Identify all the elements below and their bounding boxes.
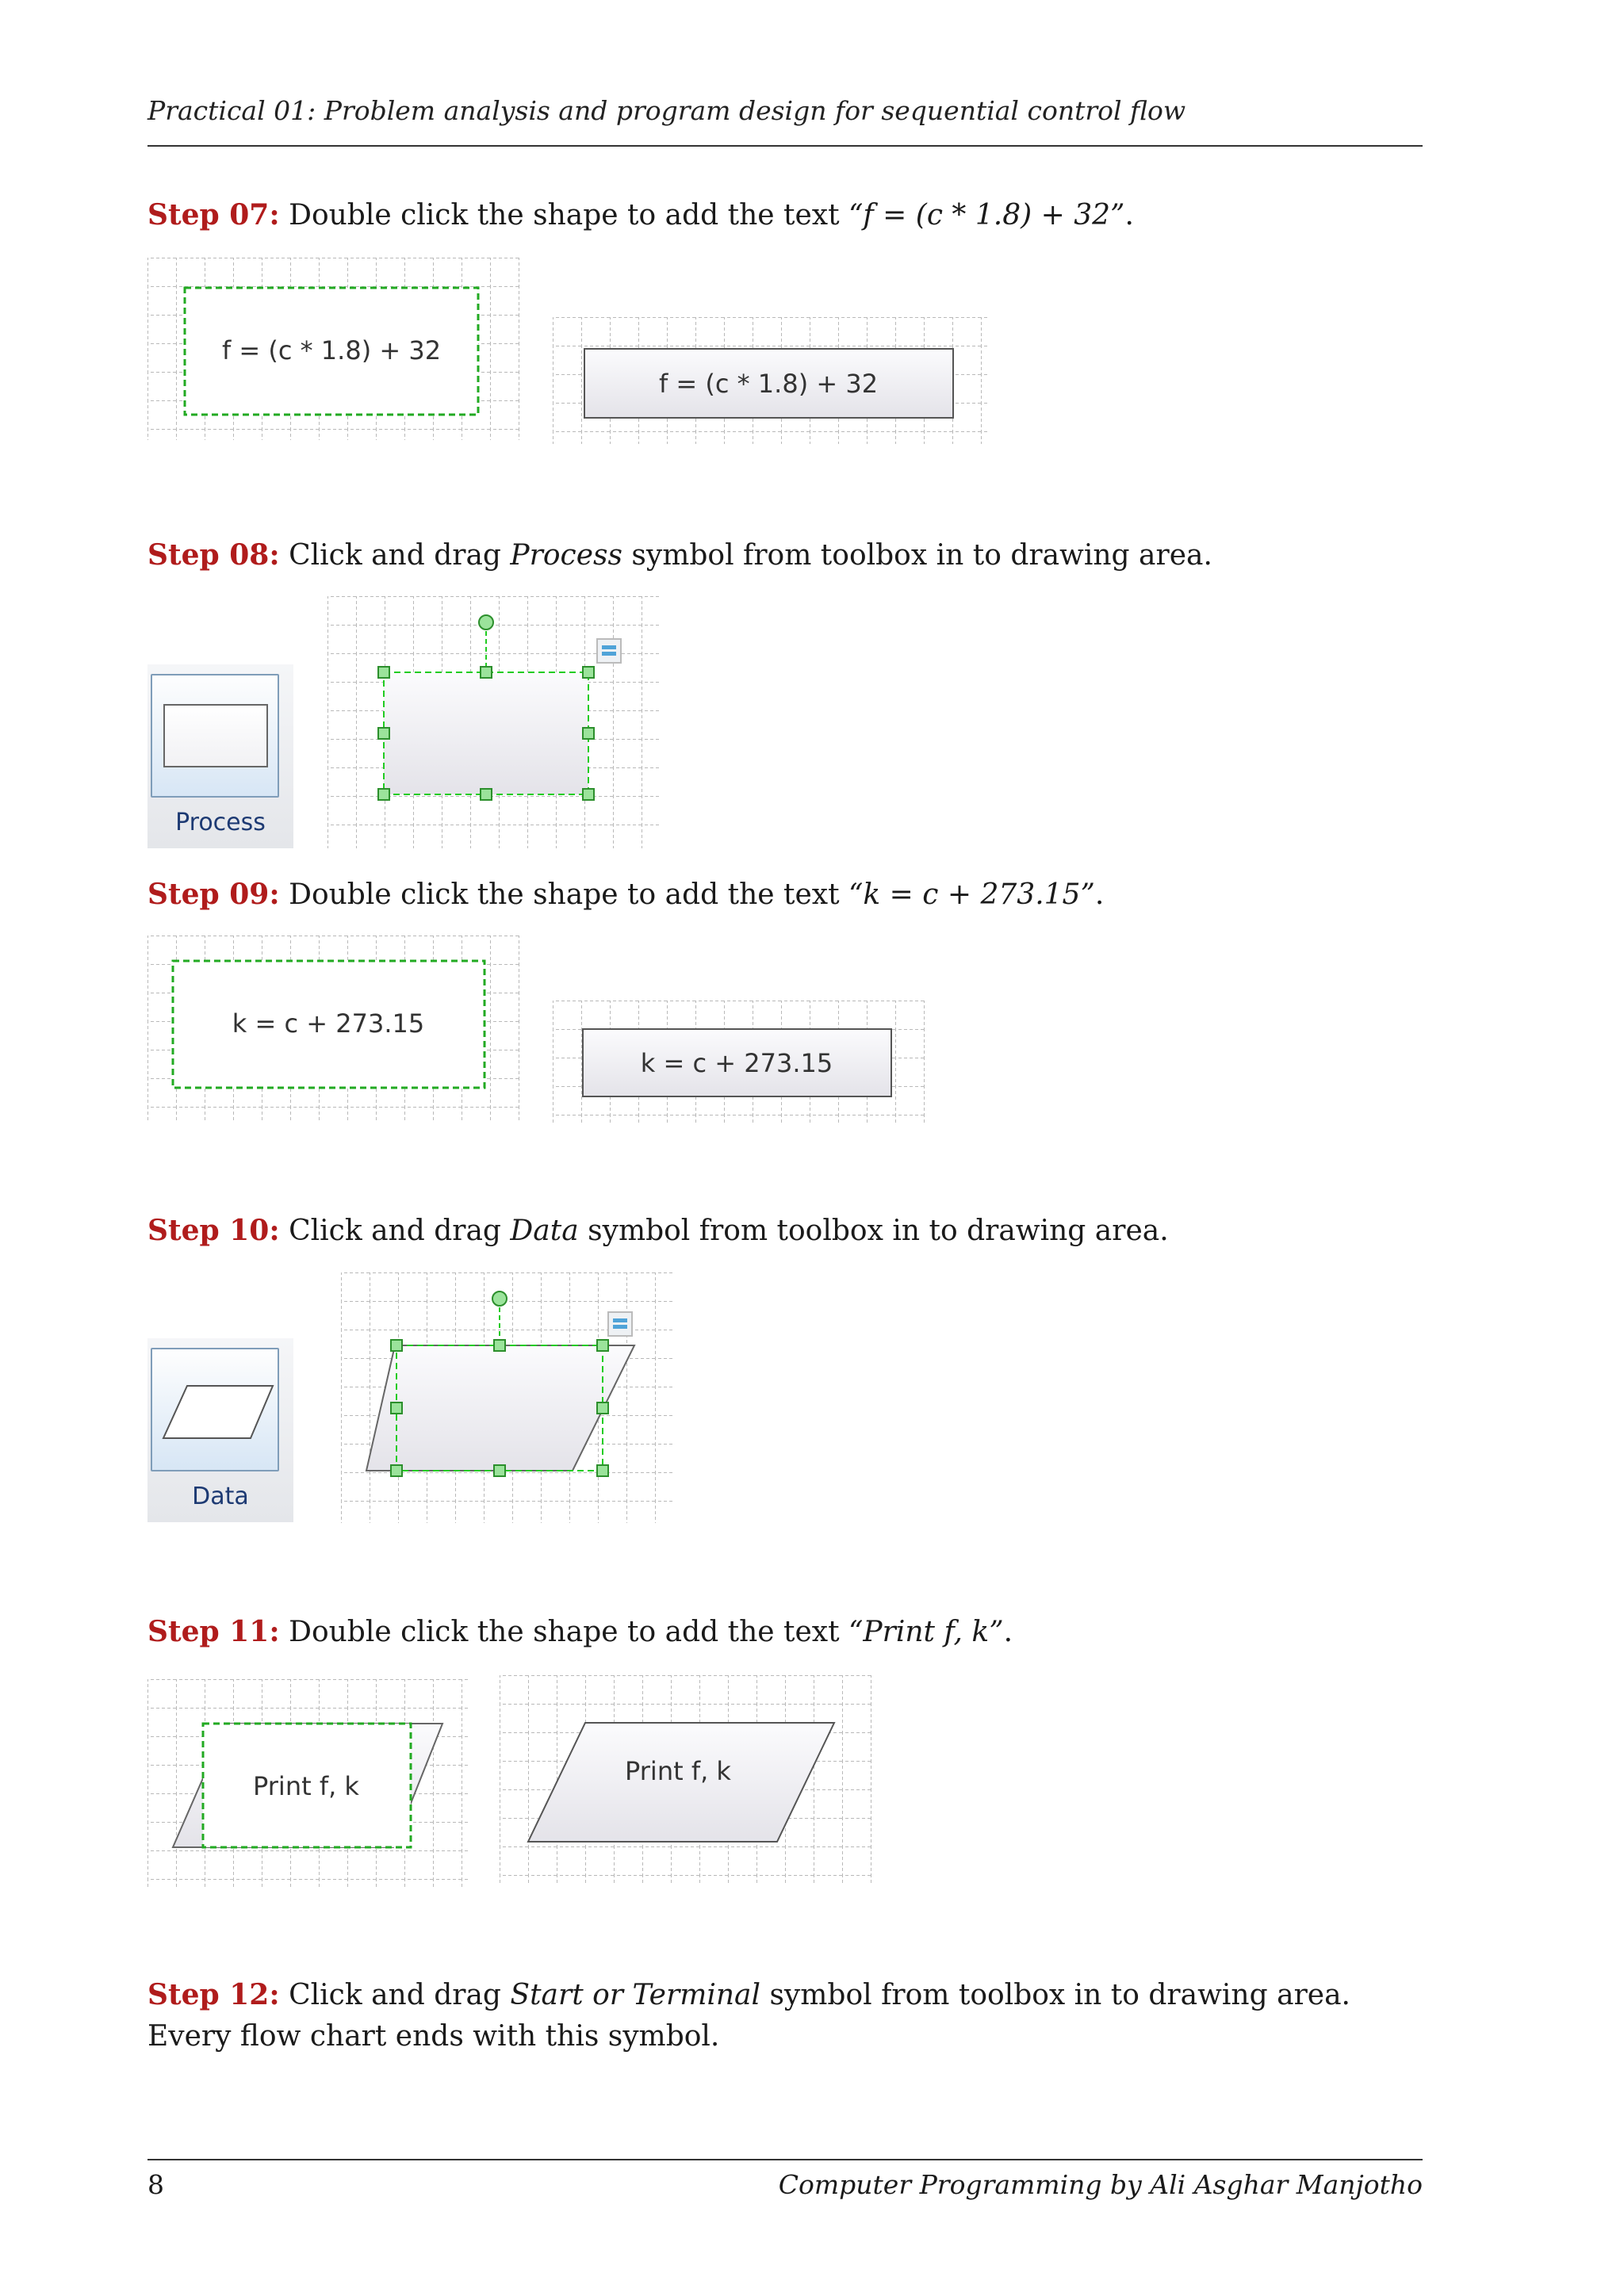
- step-07-editing-shape-figure: [147, 258, 520, 440]
- step-07-quote: “f = (c * 1.8) + 32”: [848, 199, 1125, 232]
- step-10-label: Step 10:: [147, 1214, 280, 1247]
- process-shape-new[interactable]: [384, 672, 588, 794]
- print-edit-text: Print f, k: [253, 1771, 359, 1801]
- toolbox-process-label: Process: [175, 809, 266, 836]
- toolbox-process-item[interactable]: [147, 664, 293, 848]
- footer-credit: Computer Programming by Ali Asghar Manjotho: [778, 2169, 1423, 2200]
- step-08-label: Step 08:: [147, 538, 280, 572]
- data-parallelogram-icon: [152, 1349, 278, 1470]
- formula-k-text: k = c + 273.15: [640, 1048, 833, 1078]
- print-text: Print f, k: [625, 1756, 731, 1786]
- step-10-drawing-area: [341, 1272, 674, 1523]
- step-09-label: Step 09:: [147, 878, 280, 911]
- step-09-final-shape-figure: [553, 1001, 925, 1123]
- step-09: Step 09: Double click the shape to add the text “k = c + 273.15”.: [147, 878, 1105, 911]
- header-rule: [147, 145, 1423, 147]
- footer-rule: [147, 2159, 1423, 2160]
- page-header-title: Practical 01: Problem analysis and program design for sequential control flow: [147, 95, 1186, 126]
- step-12-label: Step 12:: [147, 1978, 280, 2011]
- step-11: Step 11: Double click the shape to add the text “Print f, k”.: [147, 1615, 1013, 1648]
- step-07-label: Step 07:: [147, 198, 280, 232]
- process-rect-icon: [163, 704, 268, 767]
- process-symbol-thumbnail: [151, 674, 279, 798]
- rotation-handle[interactable]: [479, 615, 493, 629]
- formula-f-text: f = (c * 1.8) + 32: [658, 369, 879, 399]
- step-11-final-shape-figure: [500, 1675, 872, 1885]
- page-number: 8: [147, 2169, 164, 2200]
- shape-data-icon-2[interactable]: [608, 1312, 632, 1336]
- formula-k-edit-text: k = c + 273.15: [232, 1008, 425, 1039]
- step-08: Step 08: Click and drag Process symbol from toolbox in to drawing area.: [147, 538, 1212, 572]
- step-12-symbol: Start or Terminal: [510, 1979, 761, 2011]
- rotation-handle-data[interactable]: [492, 1292, 507, 1306]
- step-11-editing-shape-figure: [147, 1679, 469, 1889]
- data-symbol-thumbnail: [151, 1348, 279, 1471]
- toolbox-data-item[interactable]: [147, 1338, 293, 1522]
- step-09-editing-shape-figure: [147, 936, 520, 1122]
- step-10-symbol: Data: [510, 1215, 579, 1247]
- step-09-quote: “k = c + 273.15”: [848, 878, 1095, 911]
- step-08-drawing-area: [327, 596, 661, 848]
- step-10: Step 10: Click and drag Data symbol from toolbox in to drawing area.: [147, 1214, 1169, 1247]
- step-07-final-shape-figure: [553, 317, 989, 444]
- toolbox-data-label: Data: [192, 1483, 249, 1510]
- formula-f-edit-text: f = (c * 1.8) + 32: [221, 335, 442, 365]
- step-07: Step 07: Double click the shape to add the text “f = (c * 1.8) + 32”.: [147, 198, 1134, 232]
- step-11-label: Step 11:: [147, 1615, 280, 1648]
- step-08-symbol: Process: [510, 539, 622, 572]
- step-11-quote: “Print f, k”: [848, 1616, 1004, 1648]
- shape-data-icon[interactable]: [597, 639, 621, 663]
- step-12: Step 12: Click and drag Start or Terminal symbol from toolbox in to drawing area. Every flow chart ends with this symbol.: [147, 1978, 1350, 2053]
